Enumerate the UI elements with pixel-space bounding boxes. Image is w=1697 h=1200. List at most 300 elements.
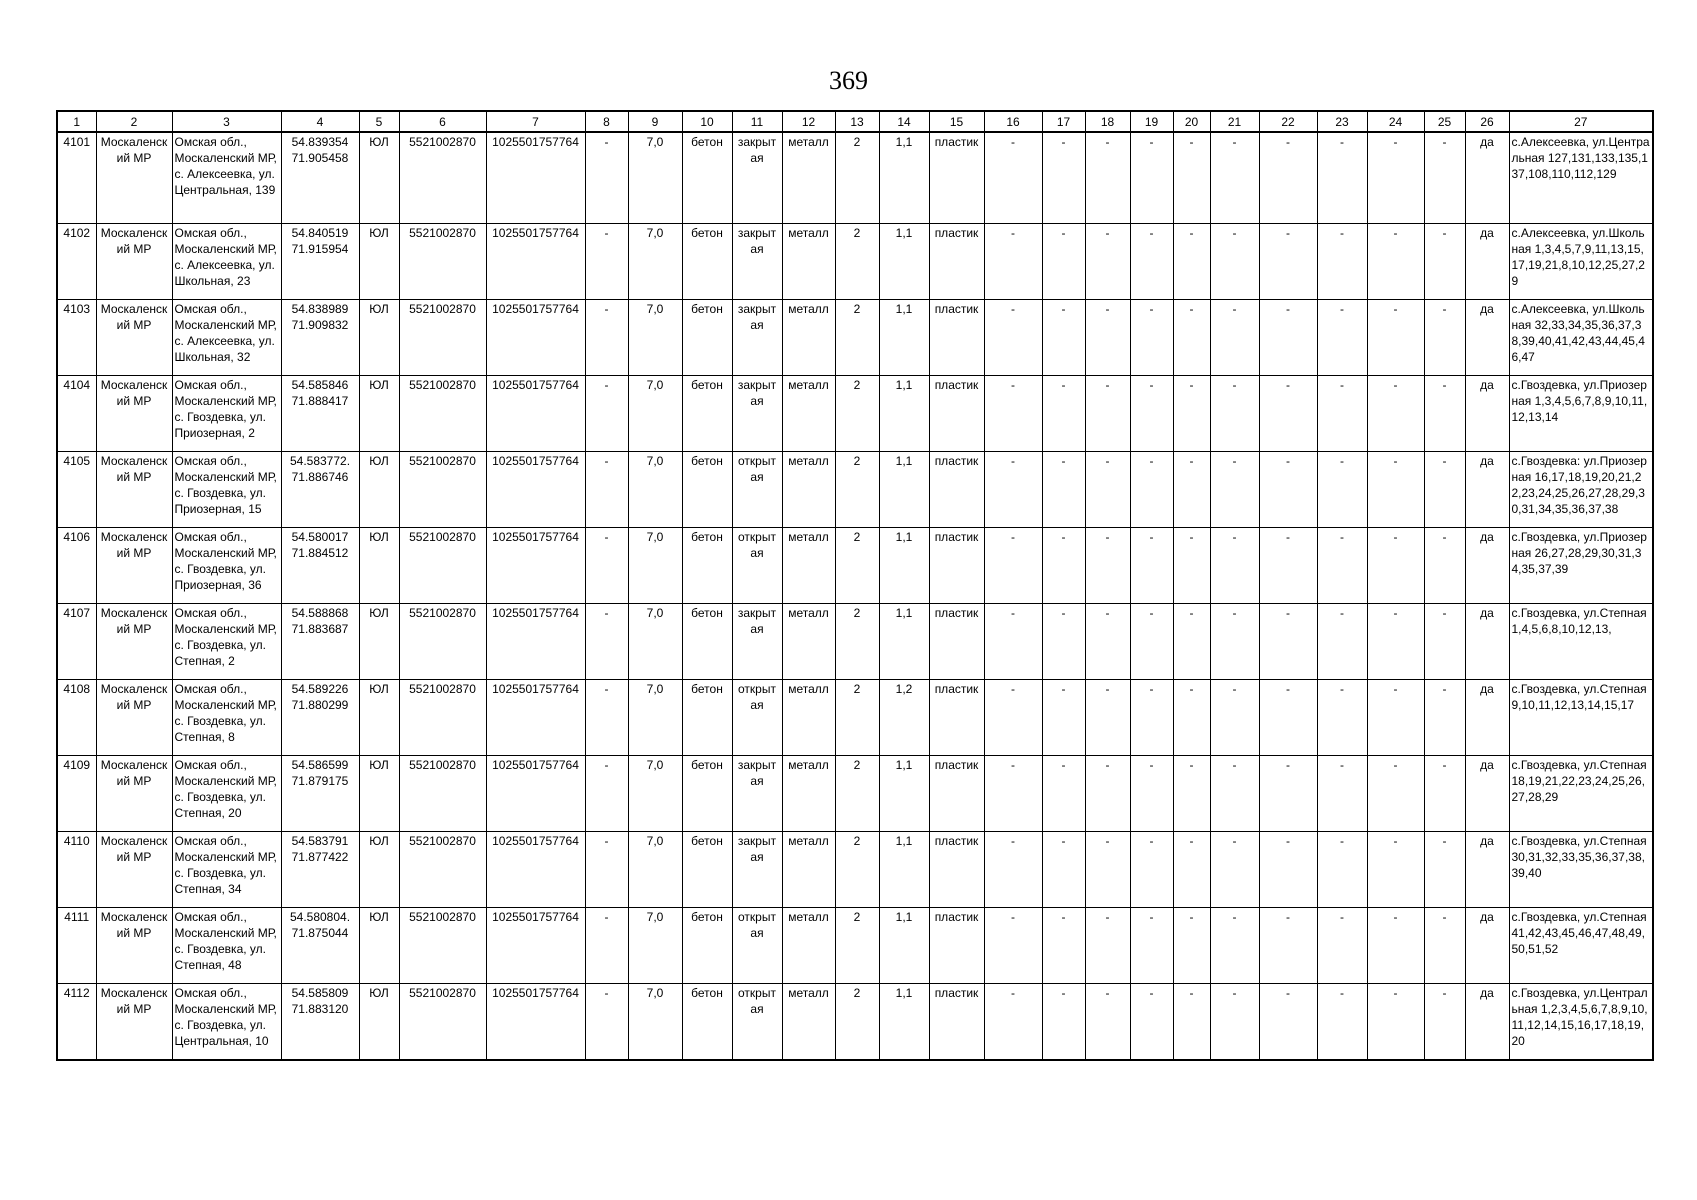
column-header: 17 — [1042, 111, 1085, 132]
col18-cell: - — [1085, 299, 1130, 375]
container-material-cell: пластик — [929, 299, 984, 375]
owner-type-cell: ЮЛ — [359, 755, 399, 831]
fence-cell: металл — [782, 907, 835, 983]
col25-cell: - — [1424, 299, 1465, 375]
container-volume-cell: 1,1 — [879, 755, 929, 831]
col21-cell: - — [1210, 907, 1259, 983]
col20-cell: - — [1173, 451, 1210, 527]
table-body — [57, 132, 1653, 1060]
coordinates-cell: 54.586599 71.879175 — [281, 755, 359, 831]
col24-cell: - — [1367, 527, 1424, 603]
enclosure-cell: открыт ая — [732, 451, 782, 527]
col26-cell: да — [1465, 755, 1509, 831]
col20-cell: - — [1173, 132, 1210, 223]
col25-cell: - — [1424, 907, 1465, 983]
inn-cell: 5521002870 — [399, 907, 486, 983]
column-header: 9 — [628, 111, 682, 132]
owner-type-cell: ЮЛ — [359, 451, 399, 527]
owner-type-cell: ЮЛ — [359, 527, 399, 603]
col18-cell: - — [1085, 527, 1130, 603]
column-header: 24 — [1367, 111, 1424, 132]
col21-cell: - — [1210, 527, 1259, 603]
inn-cell: 5521002870 — [399, 755, 486, 831]
container-material-cell: пластик — [929, 451, 984, 527]
fence-cell: металл — [782, 603, 835, 679]
row-number: 4101 — [57, 132, 96, 223]
district-cell: Москаленск ий МР — [96, 907, 172, 983]
address-cell: Омская обл., Москаленский МР, с. Гвоздевка, ул. Степная, 34 — [172, 831, 281, 907]
column-header: 14 — [879, 111, 929, 132]
col24-cell: - — [1367, 907, 1424, 983]
col9-cell: 7,0 — [628, 527, 682, 603]
col25-cell: - — [1424, 679, 1465, 755]
column-header: 13 — [835, 111, 879, 132]
col18-cell: - — [1085, 907, 1130, 983]
col26-cell: да — [1465, 907, 1509, 983]
col22-cell: - — [1259, 527, 1317, 603]
col16-cell: - — [984, 907, 1042, 983]
container-count-cell: 2 — [835, 132, 879, 223]
fence-cell: металл — [782, 132, 835, 223]
inn-cell: 5521002870 — [399, 831, 486, 907]
district-cell: Москаленск ий МР — [96, 375, 172, 451]
ogrn-cell: 1025501757764 — [486, 375, 585, 451]
col8-cell: - — [585, 527, 628, 603]
col16-cell: - — [984, 527, 1042, 603]
col20-cell: - — [1173, 983, 1210, 1060]
col8-cell: - — [585, 907, 628, 983]
col8-cell: - — [585, 679, 628, 755]
col26-cell: да — [1465, 132, 1509, 223]
col18-cell: - — [1085, 603, 1130, 679]
owner-type-cell: ЮЛ — [359, 603, 399, 679]
col19-cell: - — [1130, 132, 1173, 223]
column-header: 11 — [732, 111, 782, 132]
col8-cell: - — [585, 755, 628, 831]
col21-cell: - — [1210, 755, 1259, 831]
served-addresses-cell: с.Гвоздевка, ул.Степная 1,4,5,6,8,10,12,13, — [1509, 603, 1653, 679]
container-material-cell: пластик — [929, 755, 984, 831]
served-addresses-cell: с.Гвоздевка, ул.Степная 30,31,32,33,35,36,37,38,39,40 — [1509, 831, 1653, 907]
container-material-cell: пластик — [929, 375, 984, 451]
col18-cell: - — [1085, 132, 1130, 223]
container-volume-cell: 1,2 — [879, 679, 929, 755]
col16-cell: - — [984, 375, 1042, 451]
district-cell: Москаленск ий МР — [96, 603, 172, 679]
inn-cell: 5521002870 — [399, 603, 486, 679]
col23-cell: - — [1317, 603, 1367, 679]
column-header: 12 — [782, 111, 835, 132]
container-material-cell: пластик — [929, 907, 984, 983]
col16-cell: - — [984, 755, 1042, 831]
col19-cell: - — [1130, 983, 1173, 1060]
col17-cell: - — [1042, 299, 1085, 375]
col9-cell: 7,0 — [628, 679, 682, 755]
row-number: 4111 — [57, 907, 96, 983]
col21-cell: - — [1210, 603, 1259, 679]
col23-cell: - — [1317, 527, 1367, 603]
col26-cell: да — [1465, 223, 1509, 299]
container-count-cell: 2 — [835, 223, 879, 299]
col9-cell: 7,0 — [628, 375, 682, 451]
col24-cell: - — [1367, 755, 1424, 831]
col16-cell: - — [984, 603, 1042, 679]
col18-cell: - — [1085, 679, 1130, 755]
surface-cell: бетон — [682, 299, 732, 375]
served-addresses-cell: с.Алексеевка, ул.Школьная 32,33,34,35,36,37,38,39,40,41,42,43,44,45,46,47 — [1509, 299, 1653, 375]
ogrn-cell: 1025501757764 — [486, 603, 585, 679]
col20-cell: - — [1173, 831, 1210, 907]
col20-cell: - — [1173, 907, 1210, 983]
col25-cell: - — [1424, 831, 1465, 907]
column-header: 19 — [1130, 111, 1173, 132]
served-addresses-cell: с.Гвоздевка, ул.Степная 41,42,43,45,46,47,48,49,50,51,52 — [1509, 907, 1653, 983]
row-number: 4107 — [57, 603, 96, 679]
address-cell: Омская обл., Москаленский МР, с. Алексеевка, ул. Центральная, 139 — [172, 132, 281, 223]
enclosure-cell: открыт ая — [732, 983, 782, 1060]
col17-cell: - — [1042, 132, 1085, 223]
col24-cell: - — [1367, 132, 1424, 223]
col16-cell: - — [984, 679, 1042, 755]
address-cell: Омская обл., Москаленский МР, с. Гвоздевка, ул. Степная, 48 — [172, 907, 281, 983]
col18-cell: - — [1085, 755, 1130, 831]
district-cell: Москаленск ий МР — [96, 527, 172, 603]
container-volume-cell: 1,1 — [879, 223, 929, 299]
table-row — [57, 831, 1653, 907]
enclosure-cell: закрыт ая — [732, 755, 782, 831]
col24-cell: - — [1367, 375, 1424, 451]
col26-cell: да — [1465, 375, 1509, 451]
served-addresses-cell: с.Гвоздевка, ул.Приозерная 1,3,4,5,6,7,8,9,10,11,12,13,14 — [1509, 375, 1653, 451]
col17-cell: - — [1042, 983, 1085, 1060]
col23-cell: - — [1317, 755, 1367, 831]
col17-cell: - — [1042, 679, 1085, 755]
surface-cell: бетон — [682, 527, 732, 603]
district-cell: Москаленск ий МР — [96, 223, 172, 299]
row-number: 4109 — [57, 755, 96, 831]
district-cell: Москаленск ий МР — [96, 831, 172, 907]
col8-cell: - — [585, 831, 628, 907]
col18-cell: - — [1085, 223, 1130, 299]
container-material-cell: пластик — [929, 679, 984, 755]
column-header: 7 — [486, 111, 585, 132]
col8-cell: - — [585, 983, 628, 1060]
col26-cell: да — [1465, 603, 1509, 679]
table-row — [57, 679, 1653, 755]
coordinates-cell: 54.580804. 71.875044 — [281, 907, 359, 983]
col16-cell: - — [984, 132, 1042, 223]
row-number: 4110 — [57, 831, 96, 907]
container-volume-cell: 1,1 — [879, 603, 929, 679]
row-number: 4108 — [57, 679, 96, 755]
column-header: 23 — [1317, 111, 1367, 132]
table-row — [57, 223, 1653, 299]
table-row — [57, 983, 1653, 1060]
address-cell: Омская обл., Москаленский МР, с. Гвоздевка, ул. Приозерная, 2 — [172, 375, 281, 451]
col22-cell: - — [1259, 755, 1317, 831]
column-header: 26 — [1465, 111, 1509, 132]
col22-cell: - — [1259, 603, 1317, 679]
owner-type-cell: ЮЛ — [359, 375, 399, 451]
col22-cell: - — [1259, 375, 1317, 451]
col17-cell: - — [1042, 223, 1085, 299]
col19-cell: - — [1130, 755, 1173, 831]
column-header: 22 — [1259, 111, 1317, 132]
column-header: 3 — [172, 111, 281, 132]
ogrn-cell: 1025501757764 — [486, 132, 585, 223]
container-volume-cell: 1,1 — [879, 907, 929, 983]
fence-cell: металл — [782, 831, 835, 907]
container-material-cell: пластик — [929, 983, 984, 1060]
col26-cell: да — [1465, 451, 1509, 527]
col9-cell: 7,0 — [628, 983, 682, 1060]
col25-cell: - — [1424, 755, 1465, 831]
register-table — [56, 110, 1654, 1061]
col24-cell: - — [1367, 679, 1424, 755]
col22-cell: - — [1259, 132, 1317, 223]
container-material-cell: пластик — [929, 603, 984, 679]
page-number: 369 — [829, 66, 868, 95]
col9-cell: 7,0 — [628, 831, 682, 907]
coordinates-cell: 54.588868 71.883687 — [281, 603, 359, 679]
col17-cell: - — [1042, 755, 1085, 831]
column-header: 8 — [585, 111, 628, 132]
enclosure-cell: открыт ая — [732, 907, 782, 983]
surface-cell: бетон — [682, 375, 732, 451]
column-header: 16 — [984, 111, 1042, 132]
col19-cell: - — [1130, 451, 1173, 527]
table-row — [57, 603, 1653, 679]
column-header: 10 — [682, 111, 732, 132]
fence-cell: металл — [782, 375, 835, 451]
table-row — [57, 527, 1653, 603]
col20-cell: - — [1173, 299, 1210, 375]
col23-cell: - — [1317, 907, 1367, 983]
col19-cell: - — [1130, 375, 1173, 451]
col24-cell: - — [1367, 983, 1424, 1060]
owner-type-cell: ЮЛ — [359, 983, 399, 1060]
container-volume-cell: 1,1 — [879, 451, 929, 527]
coordinates-cell: 54.585846 71.888417 — [281, 375, 359, 451]
surface-cell: бетон — [682, 679, 732, 755]
column-header: 20 — [1173, 111, 1210, 132]
row-number: 4105 — [57, 451, 96, 527]
col18-cell: - — [1085, 831, 1130, 907]
col17-cell: - — [1042, 527, 1085, 603]
col26-cell: да — [1465, 679, 1509, 755]
container-volume-cell: 1,1 — [879, 983, 929, 1060]
surface-cell: бетон — [682, 451, 732, 527]
column-header: 25 — [1424, 111, 1465, 132]
ogrn-cell: 1025501757764 — [486, 831, 585, 907]
col20-cell: - — [1173, 375, 1210, 451]
surface-cell: бетон — [682, 223, 732, 299]
served-addresses-cell: с.Гвоздевка, ул.Степная 9,10,11,12,13,14,15,17 — [1509, 679, 1653, 755]
coordinates-cell: 54.840519 71.915954 — [281, 223, 359, 299]
container-volume-cell: 1,1 — [879, 831, 929, 907]
ogrn-cell: 1025501757764 — [486, 451, 585, 527]
container-volume-cell: 1,1 — [879, 375, 929, 451]
container-count-cell: 2 — [835, 755, 879, 831]
container-count-cell: 2 — [835, 527, 879, 603]
column-header: 4 — [281, 111, 359, 132]
surface-cell: бетон — [682, 132, 732, 223]
col8-cell: - — [585, 132, 628, 223]
col24-cell: - — [1367, 223, 1424, 299]
container-material-cell: пластик — [929, 527, 984, 603]
col19-cell: - — [1130, 907, 1173, 983]
inn-cell: 5521002870 — [399, 451, 486, 527]
col17-cell: - — [1042, 603, 1085, 679]
col16-cell: - — [984, 831, 1042, 907]
col9-cell: 7,0 — [628, 223, 682, 299]
column-header: 27 — [1509, 111, 1653, 132]
coordinates-cell: 54.580017 71.884512 — [281, 527, 359, 603]
container-count-cell: 2 — [835, 679, 879, 755]
served-addresses-cell: с.Гвоздевка, ул.Приозерная 26,27,28,29,30,31,34,35,37,39 — [1509, 527, 1653, 603]
district-cell: Москаленск ий МР — [96, 679, 172, 755]
table-row — [57, 451, 1653, 527]
container-count-cell: 2 — [835, 983, 879, 1060]
col8-cell: - — [585, 223, 628, 299]
col21-cell: - — [1210, 299, 1259, 375]
district-cell: Москаленск ий МР — [96, 755, 172, 831]
col20-cell: - — [1173, 603, 1210, 679]
ogrn-cell: 1025501757764 — [486, 299, 585, 375]
col25-cell: - — [1424, 451, 1465, 527]
address-cell: Омская обл., Москаленский МР, с. Гвоздевка, ул. Приозерная, 36 — [172, 527, 281, 603]
col9-cell: 7,0 — [628, 132, 682, 223]
enclosure-cell: открыт ая — [732, 527, 782, 603]
col8-cell: - — [585, 299, 628, 375]
enclosure-cell: закрыт ая — [732, 375, 782, 451]
ogrn-cell: 1025501757764 — [486, 755, 585, 831]
container-material-cell: пластик — [929, 132, 984, 223]
col26-cell: да — [1465, 299, 1509, 375]
col19-cell: - — [1130, 527, 1173, 603]
col21-cell: - — [1210, 983, 1259, 1060]
container-material-cell: пластик — [929, 831, 984, 907]
container-count-cell: 2 — [835, 907, 879, 983]
col17-cell: - — [1042, 907, 1085, 983]
col26-cell: да — [1465, 527, 1509, 603]
col22-cell: - — [1259, 907, 1317, 983]
owner-type-cell: ЮЛ — [359, 679, 399, 755]
served-addresses-cell: с.Алексеевка, ул.Центральная 127,131,133,135,137,108,110,112,129 — [1509, 132, 1653, 223]
col23-cell: - — [1317, 132, 1367, 223]
col23-cell: - — [1317, 983, 1367, 1060]
col21-cell: - — [1210, 831, 1259, 907]
container-count-cell: 2 — [835, 831, 879, 907]
table-row — [57, 132, 1653, 223]
enclosure-cell: открыт ая — [732, 679, 782, 755]
row-number: 4104 — [57, 375, 96, 451]
col26-cell: да — [1465, 983, 1509, 1060]
ogrn-cell: 1025501757764 — [486, 983, 585, 1060]
inn-cell: 5521002870 — [399, 375, 486, 451]
col23-cell: - — [1317, 299, 1367, 375]
inn-cell: 5521002870 — [399, 983, 486, 1060]
col23-cell: - — [1317, 223, 1367, 299]
col26-cell: да — [1465, 831, 1509, 907]
col20-cell: - — [1173, 679, 1210, 755]
coordinates-cell: 54.839354 71.905458 — [281, 132, 359, 223]
col25-cell: - — [1424, 527, 1465, 603]
col9-cell: 7,0 — [628, 907, 682, 983]
enclosure-cell: закрыт ая — [732, 299, 782, 375]
column-header: 5 — [359, 111, 399, 132]
fence-cell: металл — [782, 223, 835, 299]
ogrn-cell: 1025501757764 — [486, 679, 585, 755]
container-count-cell: 2 — [835, 451, 879, 527]
enclosure-cell: закрыт ая — [732, 831, 782, 907]
container-material-cell: пластик — [929, 223, 984, 299]
district-cell: Москаленск ий МР — [96, 132, 172, 223]
column-header: 6 — [399, 111, 486, 132]
surface-cell: бетон — [682, 755, 732, 831]
col19-cell: - — [1130, 603, 1173, 679]
address-cell: Омская обл., Москаленский МР, с. Гвоздевка, ул. Степная, 2 — [172, 603, 281, 679]
address-cell: Омская обл., Москаленский МР, с. Гвоздевка, ул. Степная, 8 — [172, 679, 281, 755]
address-cell: Омская обл., Москаленский МР, с. Алексеевка, ул. Школьная, 32 — [172, 299, 281, 375]
fence-cell: металл — [782, 299, 835, 375]
inn-cell: 5521002870 — [399, 679, 486, 755]
col17-cell: - — [1042, 375, 1085, 451]
fence-cell: металл — [782, 527, 835, 603]
col24-cell: - — [1367, 299, 1424, 375]
owner-type-cell: ЮЛ — [359, 223, 399, 299]
fence-cell: металл — [782, 755, 835, 831]
container-volume-cell: 1,1 — [879, 527, 929, 603]
col20-cell: - — [1173, 527, 1210, 603]
district-cell: Москаленск ий МР — [96, 451, 172, 527]
served-addresses-cell: с.Гвоздевка: ул.Приозерная 16,17,18,19,20,21,22,23,24,25,26,27,28,29,30,31,34,35,36,37,38 — [1509, 451, 1653, 527]
col8-cell: - — [585, 603, 628, 679]
fence-cell: металл — [782, 451, 835, 527]
col16-cell: - — [984, 223, 1042, 299]
inn-cell: 5521002870 — [399, 299, 486, 375]
col25-cell: - — [1424, 983, 1465, 1060]
col23-cell: - — [1317, 831, 1367, 907]
fence-cell: металл — [782, 983, 835, 1060]
enclosure-cell: закрыт ая — [732, 223, 782, 299]
enclosure-cell: закрыт ая — [732, 603, 782, 679]
col22-cell: - — [1259, 983, 1317, 1060]
inn-cell: 5521002870 — [399, 223, 486, 299]
col25-cell: - — [1424, 603, 1465, 679]
col22-cell: - — [1259, 299, 1317, 375]
col19-cell: - — [1130, 299, 1173, 375]
row-number: 4103 — [57, 299, 96, 375]
coordinates-cell: 54.583791 71.877422 — [281, 831, 359, 907]
col24-cell: - — [1367, 603, 1424, 679]
district-cell: Москаленск ий МР — [96, 299, 172, 375]
col21-cell: - — [1210, 679, 1259, 755]
col8-cell: - — [585, 451, 628, 527]
column-header: 15 — [929, 111, 984, 132]
coordinates-cell: 54.838989 71.909832 — [281, 299, 359, 375]
row-number: 4102 — [57, 223, 96, 299]
container-volume-cell: 1,1 — [879, 299, 929, 375]
owner-type-cell: ЮЛ — [359, 132, 399, 223]
inn-cell: 5521002870 — [399, 527, 486, 603]
address-cell: Омская обл., Москаленский МР, с. Гвоздевка, ул. Приозерная, 15 — [172, 451, 281, 527]
owner-type-cell: ЮЛ — [359, 907, 399, 983]
address-cell: Омская обл., Москаленский МР, с. Гвоздевка, ул. Степная, 20 — [172, 755, 281, 831]
col19-cell: - — [1130, 223, 1173, 299]
col23-cell: - — [1317, 679, 1367, 755]
table-row — [57, 375, 1653, 451]
